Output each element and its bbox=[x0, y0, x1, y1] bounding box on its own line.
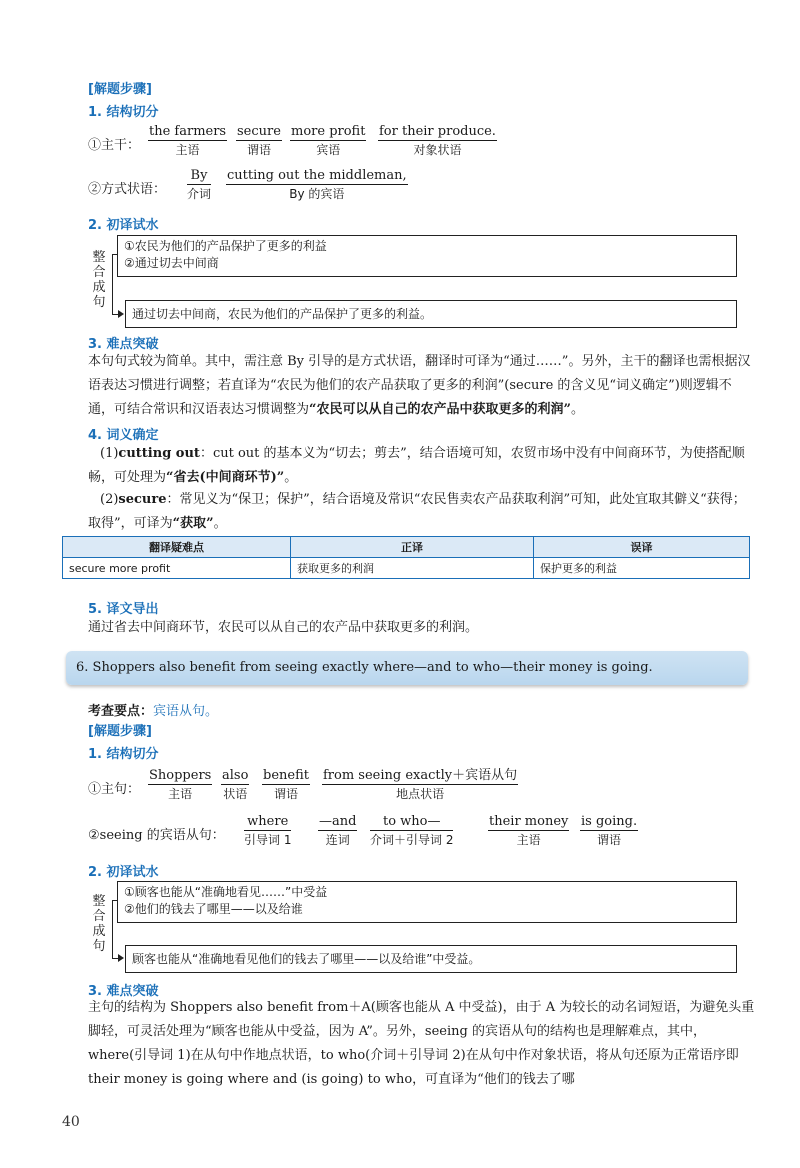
table-cell: 获取更多的利润 bbox=[291, 558, 534, 579]
flow-line-2 bbox=[112, 900, 113, 958]
object-clause-label: ②seeing 的宾语从句： bbox=[88, 828, 225, 843]
heading-structure: 1. 结构切分 bbox=[88, 105, 159, 120]
combined-box-2: 顾客也能从“准确地看见他们的钱去了哪里——以及给谁”中受益。 bbox=[125, 945, 737, 973]
flow-line-top bbox=[112, 254, 117, 255]
heading-structure-2: 1. 结构切分 bbox=[88, 747, 159, 762]
heading-draft: 2. 初译试水 bbox=[88, 218, 159, 233]
clause-part-to-who: to who— 介词＋引导词 2 bbox=[370, 814, 454, 847]
arrow-right-icon bbox=[118, 954, 124, 962]
table-row bbox=[63, 558, 750, 579]
combine-label: 整 合 成 句 bbox=[92, 250, 106, 310]
combine-label-2: 整 合 成 句 bbox=[92, 894, 106, 954]
main-part-adverbial: for their produce. 对象状语 bbox=[379, 124, 496, 157]
clause-part-where: where 引导词 1 bbox=[244, 814, 292, 847]
main-part-predicate: benefit 谓语 bbox=[263, 768, 309, 801]
main-part-predicate: secure 谓语 bbox=[237, 124, 281, 157]
main-part-location: from seeing exactly＋宾语从句 地点状语 bbox=[323, 768, 518, 801]
clause-part-predicate: is going. 谓语 bbox=[581, 814, 638, 847]
table-header-cell: 误译 bbox=[534, 537, 750, 558]
clause-part-and: —and 连词 bbox=[319, 814, 357, 847]
heading-draft-2: 2. 初译试水 bbox=[88, 865, 159, 880]
draft-line-1: ①顾客也能从“准确地看见……”中受益 bbox=[124, 885, 328, 899]
draft-line-2: ②通过切去中间商 bbox=[124, 256, 219, 270]
main-part-subject: the farmers 主语 bbox=[149, 124, 227, 157]
steps-label: [解题步骤] bbox=[88, 82, 152, 97]
word-meaning-1: (1)cutting out：cut out 的基本义为“切去；剪去”，结合语境可知，农贸市场中没有中间商环节，为使搭配顺畅，可处理为“省去(中间商环节)”。 bbox=[88, 446, 745, 485]
draft-box-2 bbox=[117, 881, 737, 923]
draft-box bbox=[117, 235, 737, 277]
flow-line-top-2 bbox=[112, 900, 117, 901]
table-cell: 保护更多的利益 bbox=[534, 558, 750, 579]
manner-label: ②方式状语： bbox=[88, 182, 167, 197]
heading-difficulty: 3. 难点突破 bbox=[88, 337, 159, 352]
main-sentence-label: ①主句： bbox=[88, 782, 141, 797]
translation-table bbox=[62, 536, 750, 579]
main-part-adverbial: also 状语 bbox=[222, 768, 249, 801]
difficulty-paragraph: 本句句式较为简单。其中，需注意 By 引导的是方式状语，翻译时可译为“通过……”。另外，主干的翻译也需根据汉语表达习惯进行调整；若直译为“农民为他们的农产品获取了更多的利润”(secure 的含义见“词义确定”)则逻辑不通，可结合常识和汉语表达习惯调整为“农民可以从自己的农产品中获取更多的利润”。 bbox=[88, 354, 751, 417]
table-header-row bbox=[63, 537, 750, 558]
difficulty-paragraph-2: 主句的结构为 Shoppers also benefit from＋A(顾客也能从 A 中受益)，由于 A 为较长的动名词短语，为避免头重脚轻，可灵活处理为“顾客也能从中受益，因为 A”。另外，seeing 的宾语从句的结构也是理解难点，其中，where(引导词 1)在从句中作地点状语，to who(介词＋引导词 2)在从句中作对象状语，将从句还原为正常语序即 their money is going where and (is going) to who，可直译为“他们的钱去了哪 bbox=[88, 1000, 755, 1087]
focus-line: 考查要点：宾语从句。 bbox=[88, 704, 219, 719]
sentence-banner: 6. Shoppers also benefit from seeing exactly where—and to who—their money is going. bbox=[66, 651, 748, 685]
manner-part-object: cutting out the middleman, By 的宾语 bbox=[227, 168, 407, 201]
flow-line bbox=[112, 254, 113, 314]
page-number: 40 bbox=[62, 1114, 80, 1130]
combined-box: 通过切去中间商，农民为他们的产品保护了更多的利益。 bbox=[125, 300, 737, 328]
final-translation: 通过省去中间商环节，农民可以从自己的农产品中获取更多的利润。 bbox=[88, 620, 479, 635]
main-part-object: more profit 宾语 bbox=[291, 124, 366, 157]
main-clause-label: ①主干： bbox=[88, 138, 141, 153]
heading-word-meaning: 4. 词义确定 bbox=[88, 428, 159, 443]
heading-difficulty-2: 3. 难点突破 bbox=[88, 984, 159, 999]
manner-part-prep: By 介词 bbox=[187, 168, 212, 201]
table-header-cell: 正译 bbox=[291, 537, 534, 558]
draft-line-2: ②他们的钱去了哪里——以及给谁 bbox=[124, 902, 303, 916]
arrow-right-icon bbox=[118, 310, 124, 318]
steps-label-2: [解题步骤] bbox=[88, 724, 152, 739]
table-cell: secure more profit bbox=[63, 558, 291, 579]
word-meaning-2: (2)secure：常见义为“保卫；保护”，结合语境及常识“农民售卖农产品获取利润”可知，此处宜取其僻义“获得；取得”，可译为“获取”。 bbox=[88, 492, 746, 531]
heading-final: 5. 译文导出 bbox=[88, 602, 159, 617]
table-header-cell: 翻译疑难点 bbox=[63, 537, 291, 558]
draft-line-1: ①农民为他们的产品保护了更多的利益 bbox=[124, 239, 327, 253]
main-part-subject: Shoppers 主语 bbox=[149, 768, 212, 801]
clause-part-subject: their money 主语 bbox=[489, 814, 569, 847]
